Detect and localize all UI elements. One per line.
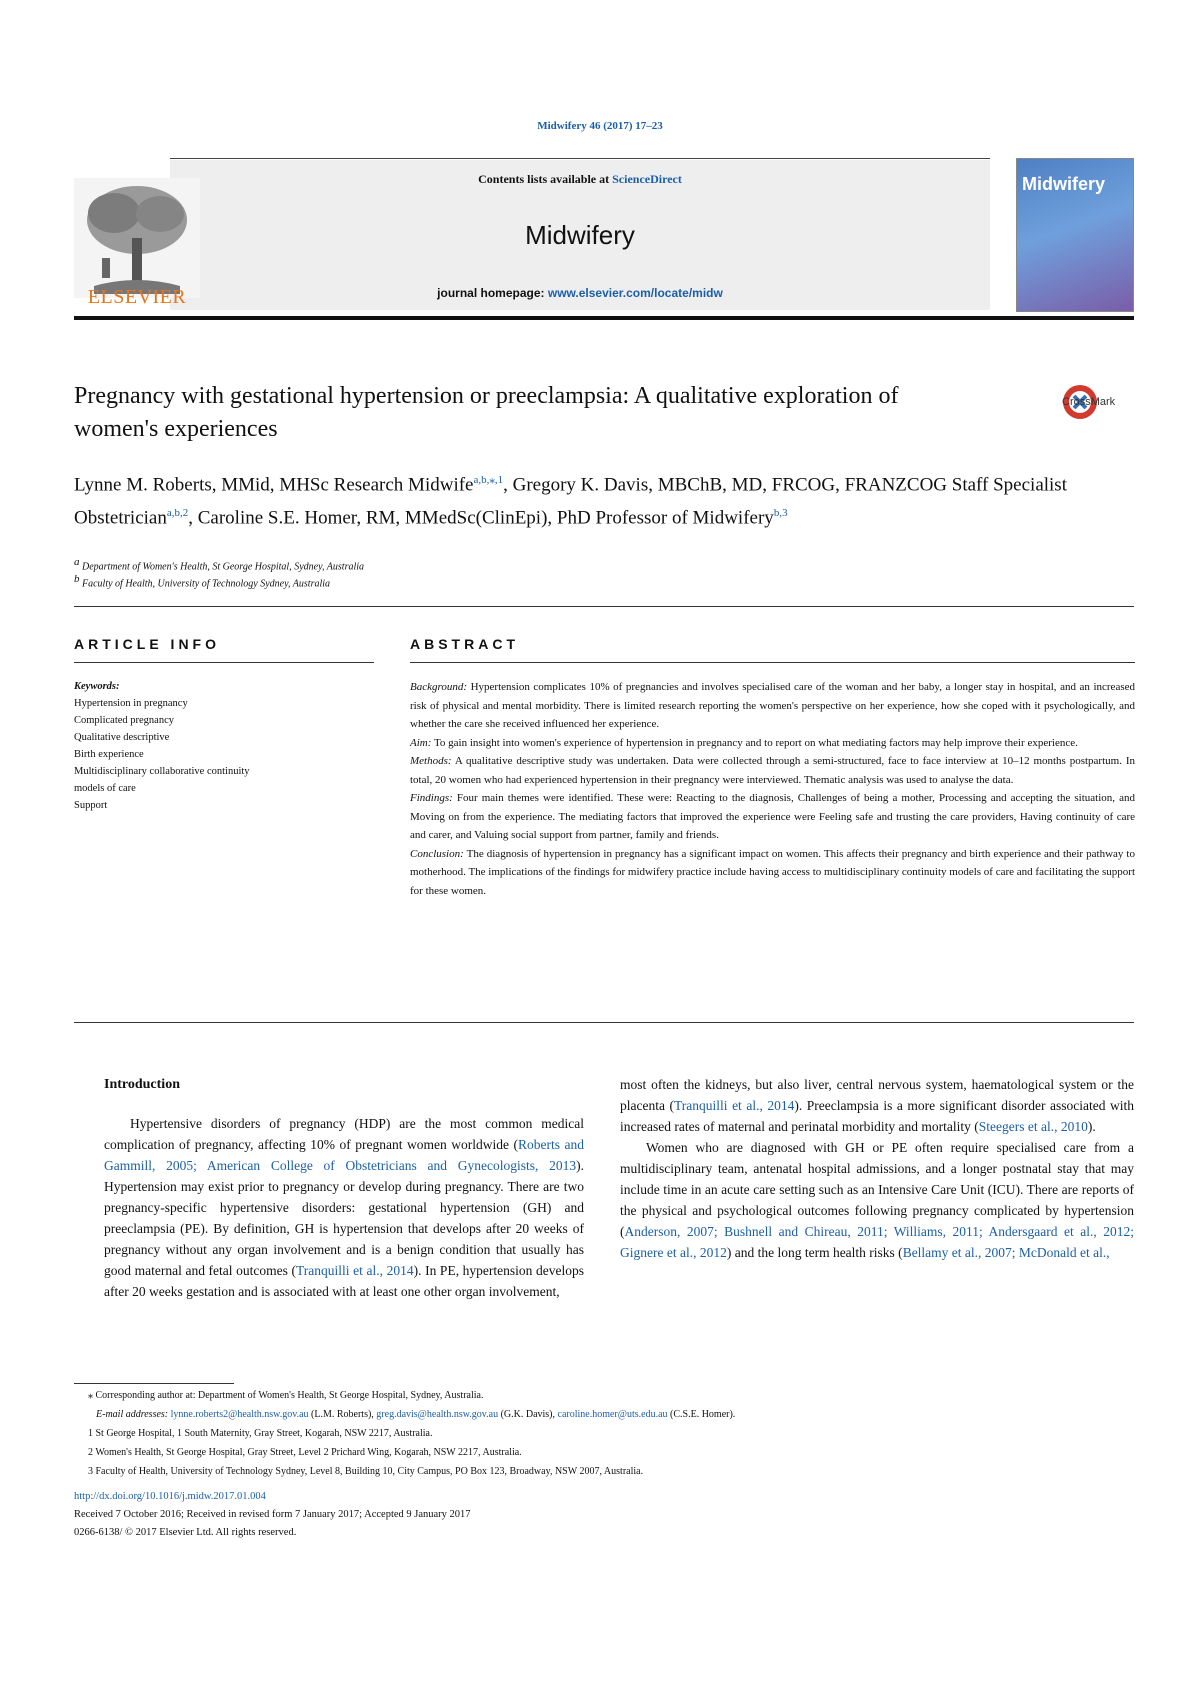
email-link[interactable]: lynne.roberts2@health.nsw.gov.au: [170, 1409, 309, 1420]
text-run: ) and the long term health risks (: [726, 1245, 903, 1260]
journal-name: Midwifery: [525, 220, 635, 250]
footnote-1: 1 St George Hospital, 1 South Maternity, Gray Street, Kogarah, NSW 2217, Australia.: [88, 1428, 433, 1439]
affiliation-a: [74, 556, 364, 572]
keyword: Qualitative descriptive: [74, 732, 170, 743]
abstract-label: Methods:: [410, 755, 452, 767]
affiliation-a-label: a: [74, 556, 80, 568]
intro-paragraph: [104, 1113, 584, 1302]
abstract-text: A qualitative descriptive study was undertaken. Data were collected through a semi-structured, face to face interview at 10–12 months postpartum. In total, 20 women who had experienced hypertension in their pregnancy were interviewed. Thematic analysis was used to analyse the data.: [410, 755, 1135, 786]
homepage-link[interactable]: www.elsevier.com/locate/midw: [547, 286, 723, 300]
cover-title: Midwifery: [1022, 174, 1106, 194]
footnote-rule: [74, 1383, 234, 1384]
journal-homepage: [170, 286, 990, 300]
journal-citation[interactable]: Midwifery 46 (2017) 17–23: [537, 120, 663, 132]
abstract-findings: [410, 789, 1135, 845]
abstract-text: Four main themes were identified. These were: Reacting to the diagnosis, Challenges of being a mother, Processing and accepting the situation, and Moving on from the experience. The mediating factors that improved the experience were Feeling safe and trusting the care providers, Having continuity of care and carer, and Valuing social support from partner, family and friends.: [410, 792, 1135, 841]
author-list: [74, 466, 1134, 533]
abstract-label: Conclusion:: [410, 847, 464, 860]
contents-line: [170, 172, 990, 187]
affiliation-b: [74, 573, 330, 589]
keywords-label: Keywords:: [74, 681, 120, 692]
body-right-column: [620, 1074, 1134, 1263]
abstract-heading: ABSTRACT: [410, 636, 519, 652]
keyword: Multidisciplinary collaborative continuity: [74, 766, 250, 777]
abstract-text: Hypertension complicates 10% of pregnancies and involves specialised care of the woman and her baby, a longer stay in hospital, and an increased risk of physical and mental morbidity. There is limited research reporting the women's perspective on her experience, how she coped with it psychologically, and whether the care she received influenced her experience.: [410, 681, 1135, 730]
body-paragraph: [620, 1074, 1134, 1137]
crossmark-label: CrossMark: [1062, 396, 1116, 408]
text-run: Hypertensive disorders of pregnancy (HDP) are the most common medical complication of pregnancy, affecting 10% of pregnant women worldwide (: [104, 1116, 584, 1152]
body-left-column: [104, 1074, 584, 1302]
abstract-methods: [410, 752, 1135, 789]
email-link[interactable]: greg.davis@health.nsw.gov.au: [376, 1409, 499, 1420]
introduction-heading: Introduction: [104, 1077, 180, 1092]
author-3: , Caroline S.E. Homer, RM, MMedSc(ClinEpi), PhD Professor of Midwifery: [188, 507, 774, 529]
article-title: Pregnancy with gestational hypertension or preeclampsia: A qualitative exploration of women's experiences: [74, 383, 899, 442]
abstract-body: [410, 678, 1135, 900]
citation-link[interactable]: Anderson, 2007; Bushnell and Chireau, 2011; Williams, 2011; Andersgaard et al., 2012; Gignere et al., 2012: [620, 1224, 1134, 1260]
homepage-prefix: journal homepage:: [437, 286, 548, 300]
article-info-rule: [74, 662, 374, 663]
received-dates: Received 7 October 2016; Received in revised form 7 January 2017; Accepted 9 January 2017: [74, 1509, 471, 1520]
footnote-3: 3 Faculty of Health, University of Technology Sydney, Level 8, Building 10, City Campus, PO Box 123, Broadway, NSW 2007, Australia.: [88, 1466, 644, 1477]
text-run: ).: [1087, 1119, 1096, 1134]
abstract-background: [410, 678, 1135, 734]
footnotes: [88, 1386, 1138, 1481]
citation-link[interactable]: Steegers et al., 2010: [978, 1119, 1088, 1134]
abstract-label: Findings:: [410, 792, 453, 804]
author-1: Lynne M. Roberts, MMid, MHSc Research Midwife: [74, 474, 474, 496]
email-owner: (G.K. Davis),: [498, 1409, 558, 1420]
keyword: models of care: [74, 783, 136, 794]
keywords-block: [74, 678, 354, 814]
email-owner: (L.M. Roberts),: [308, 1409, 377, 1420]
body-paragraph: [620, 1137, 1134, 1263]
header-top-rule: [170, 158, 990, 159]
keyword: Birth experience: [74, 749, 144, 760]
author-2: , Gregory K. Davis, MBChB, MD, FRCOG, FRANZCOG Staff Specialist Obstetrician: [74, 474, 1067, 529]
email-addresses: [88, 1405, 1138, 1424]
abstract-rule: [410, 662, 1135, 663]
abstract-label: Background:: [410, 681, 468, 693]
keyword: Support: [74, 800, 108, 811]
publication-info: [74, 1488, 874, 1542]
text-run: ). In PE, hypertension develops after 20 weeks gestation and is associated with at least one other organ involvement,: [104, 1263, 585, 1299]
author-3-affil[interactable]: b,3: [773, 507, 788, 520]
keyword: Hypertension in pregnancy: [74, 698, 188, 709]
email-link[interactable]: caroline.homer@uts.edu.au: [557, 1409, 668, 1420]
keyword: Complicated pregnancy: [74, 715, 175, 726]
abstract-text: The diagnosis of hypertension in pregnancy has a significant impact on women. This affects their pregnancy and birth experience and their pathway to motherhood. The implications of the findings for midwifery practice include having access to multidisciplinary continuity models of care and facilitating the support for these women.: [410, 847, 1135, 897]
citation-link[interactable]: Roberts and Gammill, 2005; American College of Obstetricians and Gynecologists, 2013: [104, 1137, 584, 1173]
email-owner: (C.S.E. Homer).: [667, 1409, 736, 1420]
text-run: Women who are diagnosed with GH or PE often require specialised care from a multidisciplinary team, antenatal hospital admissions, and a longer postnatal stay that may include time in an acute care setting such as an Intensive Care Unit (ICU). There are reports of the physical and psychological outcomes following pregnancy complicated by hypertension (: [620, 1140, 1134, 1239]
contents-prefix: Contents lists available at: [478, 172, 613, 186]
abstract-text: To gain insight into women's experience of hypertension in pregnancy and to report on what mediating factors may help improve their experience.: [431, 736, 1078, 749]
abstract-label: Aim:: [410, 736, 432, 749]
sciencedirect-link[interactable]: ScienceDirect: [612, 172, 682, 186]
email-label: E-mail addresses:: [96, 1409, 171, 1420]
abstract-conclusion: [410, 845, 1135, 901]
affiliation-b-text: Faculty of Health, University of Technology Sydney, Australia: [82, 578, 331, 590]
elsevier-wordmark: ELSEVIER: [87, 286, 187, 308]
divider: [74, 1022, 1134, 1023]
doi-link[interactable]: http://dx.doi.org/10.1016/j.midw.2017.01.004: [74, 1491, 266, 1502]
affiliation-a-text: Department of Women's Health, St George Hospital, Sydney, Australia: [82, 561, 365, 573]
text-run: most often the kidneys, but also liver, central nervous system, haematological system or the placenta (: [620, 1077, 1134, 1113]
citation-link[interactable]: Bellamy et al., 2007; McDonald et al.,: [902, 1245, 1110, 1260]
author-1-affil[interactable]: a,b,⁎,1: [473, 474, 504, 486]
author-2-affil[interactable]: a,b,2: [166, 507, 189, 520]
text-run: ). Preeclampsia is a more significant disorder associated with increased rates of maternal and perinatal morbidity and mortality (: [620, 1098, 1134, 1134]
corresponding-author-note: ⁎ Corresponding author at: Department of Women's Health, St George Hospital, Sydney, Australia.: [88, 1390, 484, 1401]
text-run: ). Hypertension may exist prior to pregnancy or develop during pregnancy. There are two pregnancy-specific hypertensive disorders: gestational hypertension (GH) and preeclampsia (PE). By definition, GH is hypertension that develops after 20 weeks of pregnancy without any organ involvement and is a benign condition that usually has good maternal and fetal outcomes (: [104, 1158, 584, 1278]
citation-link[interactable]: Tranquilli et al., 2014: [674, 1098, 795, 1113]
affiliation-b-label: b: [74, 573, 80, 585]
header-bottom-rule: [74, 316, 1134, 320]
abstract-aim: [410, 734, 1135, 753]
copyright: 0266-6138/ © 2017 Elsevier Ltd. All rights reserved.: [74, 1527, 297, 1538]
divider: [74, 606, 1134, 607]
article-info-heading: ARTICLE INFO: [74, 636, 220, 652]
citation-link[interactable]: Tranquilli et al., 2014: [296, 1263, 414, 1278]
footnote-2: 2 Women's Health, St George Hospital, Gray Street, Level 2 Prichard Wing, Kogarah, NSW 2217, Australia.: [88, 1447, 522, 1458]
